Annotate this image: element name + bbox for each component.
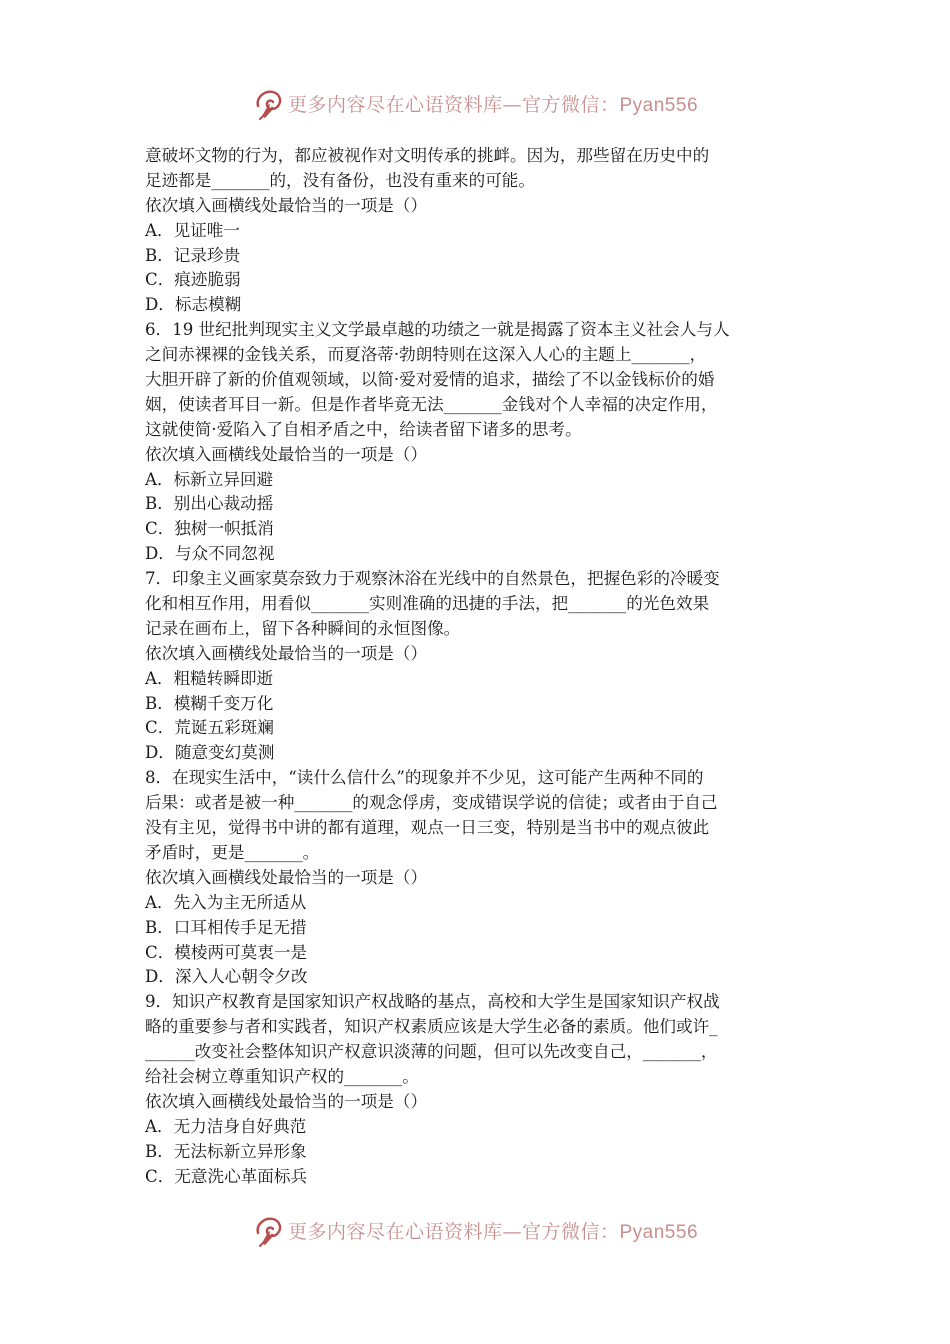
text-line: B．口耳相传手足无措 <box>145 917 307 937</box>
text-line: 给社会树立尊重知识产权的_______。 <box>145 1066 419 1086</box>
footer-text: 更多内容尽在心语资料库—官方微信：Pyan556 <box>287 1220 699 1243</box>
text-line: B．别出心裁动摇 <box>145 494 274 514</box>
text-line: B．模糊千变万化 <box>145 693 274 713</box>
text-line: 8．在现实生活中，“读什么信什么”的现象并不少见，这可能产生两种不同的 <box>145 768 704 788</box>
footer-banner <box>0 1210 950 1250</box>
header-text: 更多内容尽在心语资料库—官方微信：Pyan556 <box>287 93 699 116</box>
text-line: ______改变社会整体知识产权意识淡薄的问题，但可以先改变自己，_______， <box>145 1042 718 1062</box>
text-line: D．与众不同忽视 <box>145 544 275 564</box>
text-line: 依次填入画横线处最恰当的一项是（） <box>145 643 428 663</box>
text-line: 7．印象主义画家莫奈致力于观察沐浴在光线中的自然景色，把握色彩的冷暖变 <box>145 569 720 589</box>
text-line: 后果：或者是被一种_______的观念俘虏，变成错误学说的信徒；或者由于自己 <box>145 793 718 813</box>
text-line: C．独树一帜抵消 <box>145 519 274 539</box>
text-line: B．记录珍贵 <box>145 245 241 265</box>
text-line: C．荒诞五彩斑斓 <box>145 718 274 738</box>
text-line: D．深入人心朝令夕改 <box>145 967 308 987</box>
header-banner <box>0 83 950 123</box>
text-line: 依次填入画横线处最恰当的一项是（） <box>145 1091 428 1111</box>
text-line: D．标志模糊 <box>145 295 242 315</box>
text-line: C．无意洗心革面标兵 <box>145 1166 308 1186</box>
text-line: A．标新立异回避 <box>145 469 274 489</box>
text-line: D．随意变幻莫测 <box>145 743 275 763</box>
header-wechat-id: Pyan556 <box>619 94 699 116</box>
text-line: 没有主见，觉得书中讲的都有道理，观点一日三变，特别是当书中的观点彼此 <box>145 818 710 838</box>
text-line: 依次填入画横线处最恰当的一项是（） <box>145 444 428 464</box>
text-line: 略的重要参与者和实践者，知识产权素质应该是大学生必备的素质。他们或许_ <box>145 1017 718 1037</box>
text-line: A．粗糙转瞬即逝 <box>145 668 274 688</box>
text-line: 依次填入画横线处最恰当的一项是（） <box>145 195 428 215</box>
text-line: 之间赤裸裸的金钱关系，而夏洛蒂·勃朗特则在这深入人心的主题上_______， <box>145 345 707 365</box>
text-line: 足迹都是_______的，没有备份，也没有重来的可能。 <box>145 170 535 190</box>
text-line: 这就使简·爱陷入了自相矛盾之中，给读者留下诸多的思考。 <box>145 419 582 439</box>
text-line: 6．19 世纪批判现实主义文学最卓越的功绩之一就是揭露了资本主义社会人与人 <box>145 320 730 340</box>
text-line: 记录在画布上，留下各种瞬间的永恒图像。 <box>145 618 461 638</box>
text-line: 姻，使读者耳目一新。但是作者毕竟无法_______金钱对个人幸福的决定作用， <box>145 394 718 414</box>
text-line: C．模棱两可莫衷一是 <box>145 942 308 962</box>
text-line: A．见证唯一 <box>145 220 240 240</box>
footer-wechat-id: Pyan556 <box>619 1221 699 1243</box>
text-line: A．先入为主无所适从 <box>145 892 307 912</box>
text-line: 依次填入画横线处最恰当的一项是（） <box>145 867 428 887</box>
pen-nib-swirl-logo-icon <box>252 1213 286 1247</box>
pen-nib-swirl-logo-icon <box>252 86 286 120</box>
document-body <box>145 144 810 1189</box>
text-line: 9．知识产权教育是国家知识产权战略的基点，高校和大学生是国家知识产权战 <box>145 992 720 1012</box>
text-line: 大胆开辟了新的价值观领域，以简·爱对爱情的追求，描绘了不以金钱标价的婚 <box>145 370 715 390</box>
text-line: 矛盾时，更是_______。 <box>145 842 320 862</box>
text-line: A．无力洁身自好典范 <box>145 1116 307 1136</box>
text-line: C．痕迹脆弱 <box>145 270 241 290</box>
text-line: B．无法标新立异形象 <box>145 1141 307 1161</box>
text-line: 化和相互作用，用看似_______实则准确的迅捷的手法，把_______的光色效果 <box>145 594 710 614</box>
text-line: 意破坏文物的行为，都应被视作对文明传承的挑衅。因为，那些留在历史中的 <box>145 146 710 165</box>
